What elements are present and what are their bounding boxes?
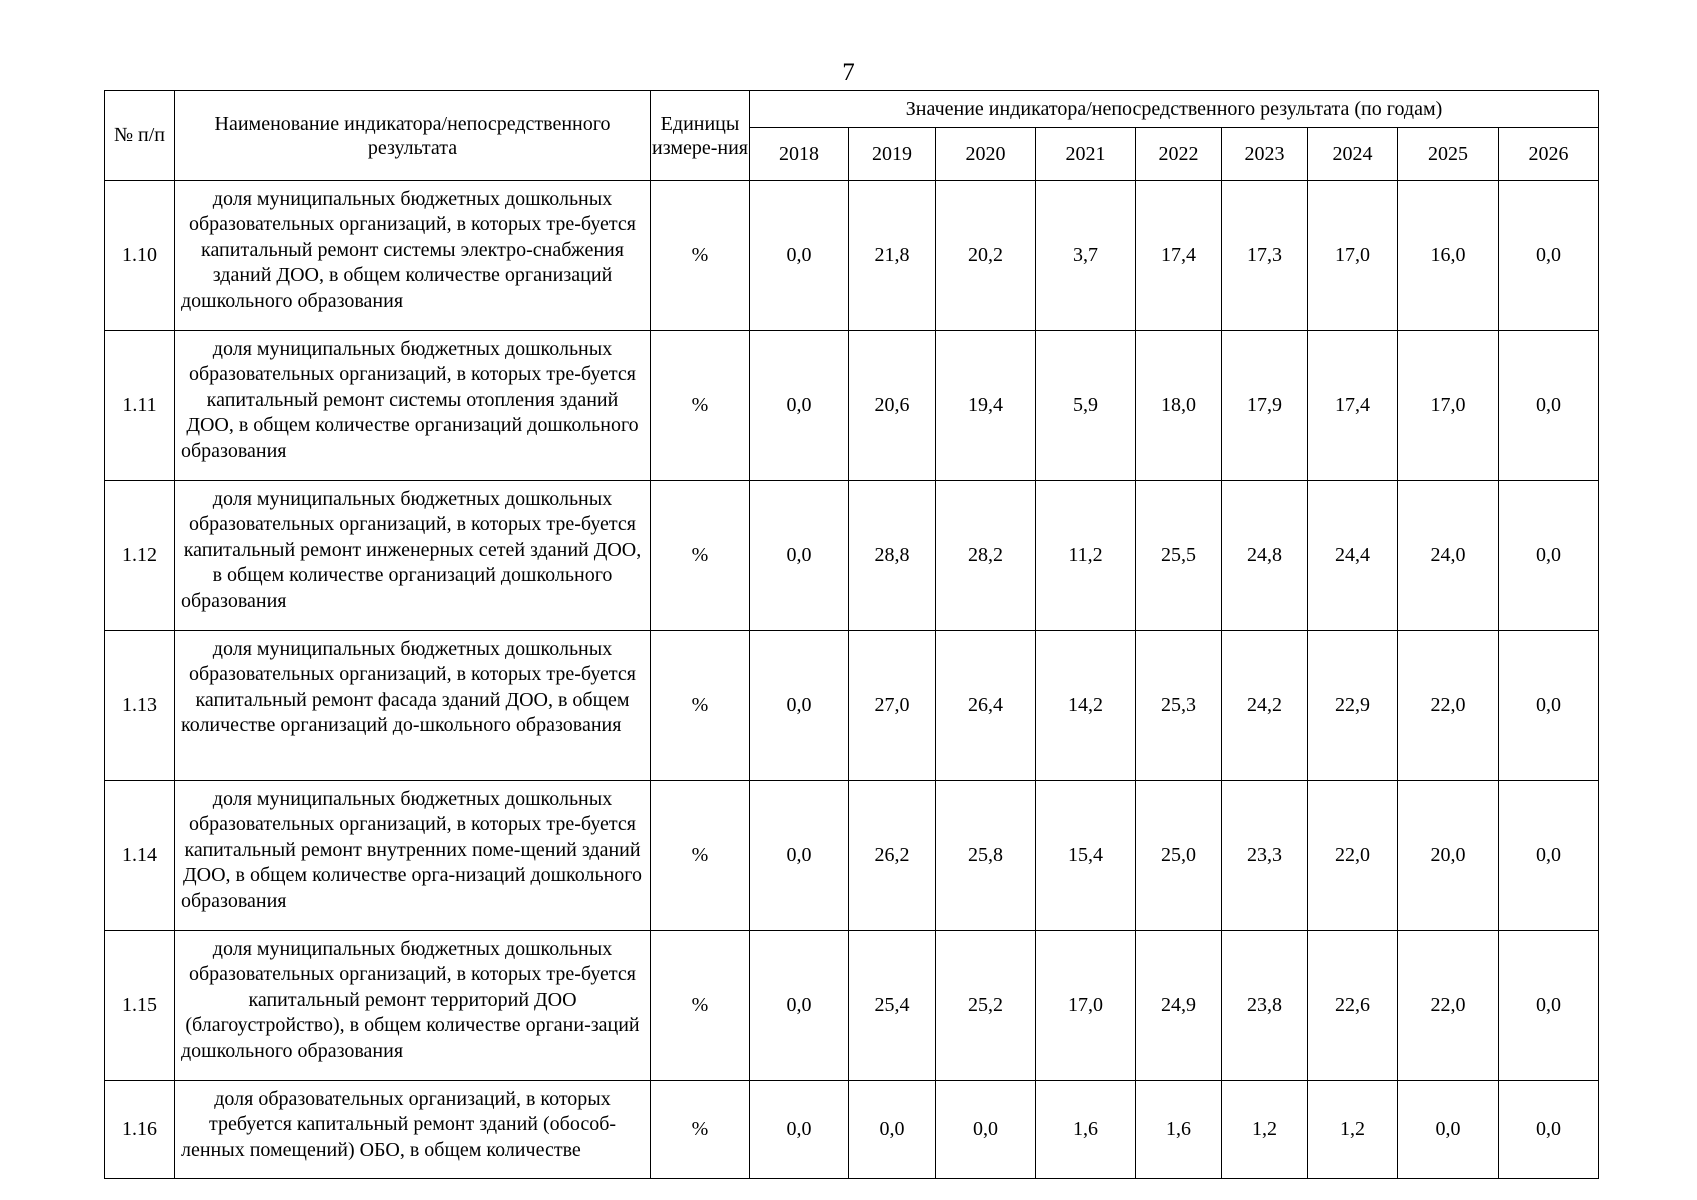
value-cell: 25,0 [1136, 781, 1222, 931]
header-year: 2019 [849, 128, 936, 181]
value-cell: 17,0 [1036, 931, 1136, 1081]
header-year: 2023 [1222, 128, 1308, 181]
indicator-description: доля муниципальных бюджетных дошкольных образовательных организаций, в которых тре-буется капитальный ремонт территорий ДОО (благоустройство), в общем количестве органи-заций дошкольного образования [175, 931, 651, 1081]
value-cell: 17,9 [1222, 331, 1308, 481]
value-cell: 17,0 [1308, 181, 1398, 331]
value-cell: 18,0 [1136, 331, 1222, 481]
row-number: 1.16 [105, 1081, 175, 1179]
indicator-description: доля муниципальных бюджетных дошкольных образовательных организаций, в которых тре-буется капитальный ремонт инженерных сетей зданий ДОО, в общем количестве организаций дошкольного образования [175, 481, 651, 631]
value-cell: 5,9 [1036, 331, 1136, 481]
value-cell: 0,0 [1499, 1081, 1599, 1179]
value-cell: 0,0 [849, 1081, 936, 1179]
unit-cell: % [651, 331, 750, 481]
indicator-description: доля муниципальных бюджетных дошкольных образовательных организаций, в которых тре-буется капитальный ремонт системы отопления зданий ДОО, в общем количестве организаций дошкольного образования [175, 331, 651, 481]
value-cell: 0,0 [750, 481, 849, 631]
value-cell: 0,0 [936, 1081, 1036, 1179]
unit-cell: % [651, 931, 750, 1081]
header-year: 2025 [1398, 128, 1499, 181]
indicator-description: доля муниципальных бюджетных дошкольных образовательных организаций, в которых тре-буется капитальный ремонт системы электро-снабжения зданий ДОО, в общем количестве организаций дошкольного образования [175, 181, 651, 331]
table-row [105, 781, 1599, 931]
value-cell: 21,8 [849, 181, 936, 331]
header-year: 2024 [1308, 128, 1398, 181]
indicator-description: доля муниципальных бюджетных дошкольных образовательных организаций, в которых тре-буется капитальный ремонт внутренних поме-щений зданий ДОО, в общем количестве орга-низаций дошкольного образования [175, 781, 651, 931]
page-number: 7 [842, 59, 855, 86]
table-row [105, 181, 1599, 331]
value-cell: 0,0 [1499, 331, 1599, 481]
table-row [105, 481, 1599, 631]
unit-cell: % [651, 781, 750, 931]
value-cell: 0,0 [750, 931, 849, 1081]
value-cell: 0,0 [1499, 931, 1599, 1081]
value-cell: 17,4 [1308, 331, 1398, 481]
table-row [105, 331, 1599, 481]
unit-cell: % [651, 1081, 750, 1179]
value-cell: 1,2 [1308, 1081, 1398, 1179]
value-cell: 0,0 [750, 181, 849, 331]
value-cell: 0,0 [750, 781, 849, 931]
value-cell: 26,2 [849, 781, 936, 931]
value-cell: 3,7 [1036, 181, 1136, 331]
row-number: 1.12 [105, 481, 175, 631]
value-cell: 28,8 [849, 481, 936, 631]
header-year: 2018 [750, 128, 849, 181]
value-cell: 24,2 [1222, 631, 1308, 781]
value-cell: 0,0 [1499, 481, 1599, 631]
row-number: 1.11 [105, 331, 175, 481]
value-cell: 0,0 [750, 1081, 849, 1179]
value-cell: 20,6 [849, 331, 936, 481]
value-cell: 14,2 [1036, 631, 1136, 781]
header-year: 2026 [1499, 128, 1599, 181]
value-cell: 25,3 [1136, 631, 1222, 781]
value-cell: 28,2 [936, 481, 1036, 631]
value-cell: 22,0 [1308, 781, 1398, 931]
value-cell: 24,0 [1398, 481, 1499, 631]
value-cell: 22,6 [1308, 931, 1398, 1081]
unit-cell: % [651, 631, 750, 781]
value-cell: 16,0 [1398, 181, 1499, 331]
value-cell: 17,0 [1398, 331, 1499, 481]
value-cell: 1,2 [1222, 1081, 1308, 1179]
header-year: 2020 [936, 128, 1036, 181]
value-cell: 25,4 [849, 931, 936, 1081]
row-number: 1.15 [105, 931, 175, 1081]
header-num: № п/п [105, 91, 175, 181]
indicators-table [104, 90, 1599, 1179]
value-cell: 22,0 [1398, 931, 1499, 1081]
value-cell: 0,0 [750, 331, 849, 481]
header-year: 2022 [1136, 128, 1222, 181]
header-name: Наименование индикатора/непосредственного результата [175, 91, 651, 181]
header-units: Единицы измере-ния [651, 91, 750, 181]
value-cell: 1,6 [1036, 1081, 1136, 1179]
value-cell: 25,2 [936, 931, 1036, 1081]
unit-cell: % [651, 181, 750, 331]
value-cell: 20,2 [936, 181, 1036, 331]
value-cell: 25,5 [1136, 481, 1222, 631]
table-row [105, 631, 1599, 781]
value-cell: 0,0 [1499, 631, 1599, 781]
value-cell: 26,4 [936, 631, 1036, 781]
value-cell: 0,0 [1499, 781, 1599, 931]
value-cell: 15,4 [1036, 781, 1136, 931]
value-cell: 23,8 [1222, 931, 1308, 1081]
value-cell: 19,4 [936, 331, 1036, 481]
table-body [105, 181, 1599, 1179]
table-row [105, 931, 1599, 1081]
header-years-group: Значение индикатора/непосредственного результата (по годам) [750, 91, 1599, 128]
value-cell: 24,8 [1222, 481, 1308, 631]
value-cell: 17,4 [1136, 181, 1222, 331]
value-cell: 22,9 [1308, 631, 1398, 781]
value-cell: 0,0 [750, 631, 849, 781]
value-cell: 25,8 [936, 781, 1036, 931]
value-cell: 1,6 [1136, 1081, 1222, 1179]
row-number: 1.10 [105, 181, 175, 331]
value-cell: 24,9 [1136, 931, 1222, 1081]
value-cell: 0,0 [1398, 1081, 1499, 1179]
value-cell: 22,0 [1398, 631, 1499, 781]
header-year: 2021 [1036, 128, 1136, 181]
value-cell: 0,0 [1499, 181, 1599, 331]
value-cell: 27,0 [849, 631, 936, 781]
row-number: 1.13 [105, 631, 175, 781]
value-cell: 24,4 [1308, 481, 1398, 631]
unit-cell: % [651, 481, 750, 631]
value-cell: 20,0 [1398, 781, 1499, 931]
indicator-description: доля образовательных организаций, в которых требуется капитальный ремонт зданий (обособ-ленных помещений) ОБО, в общем количестве [175, 1081, 651, 1179]
row-number: 1.14 [105, 781, 175, 931]
value-cell: 17,3 [1222, 181, 1308, 331]
value-cell: 11,2 [1036, 481, 1136, 631]
table-row [105, 1081, 1599, 1179]
indicator-description: доля муниципальных бюджетных дошкольных образовательных организаций, в которых тре-буется капитальный ремонт фасада зданий ДОО, в общем количестве организаций до-школьного образования [175, 631, 651, 781]
value-cell: 23,3 [1222, 781, 1308, 931]
